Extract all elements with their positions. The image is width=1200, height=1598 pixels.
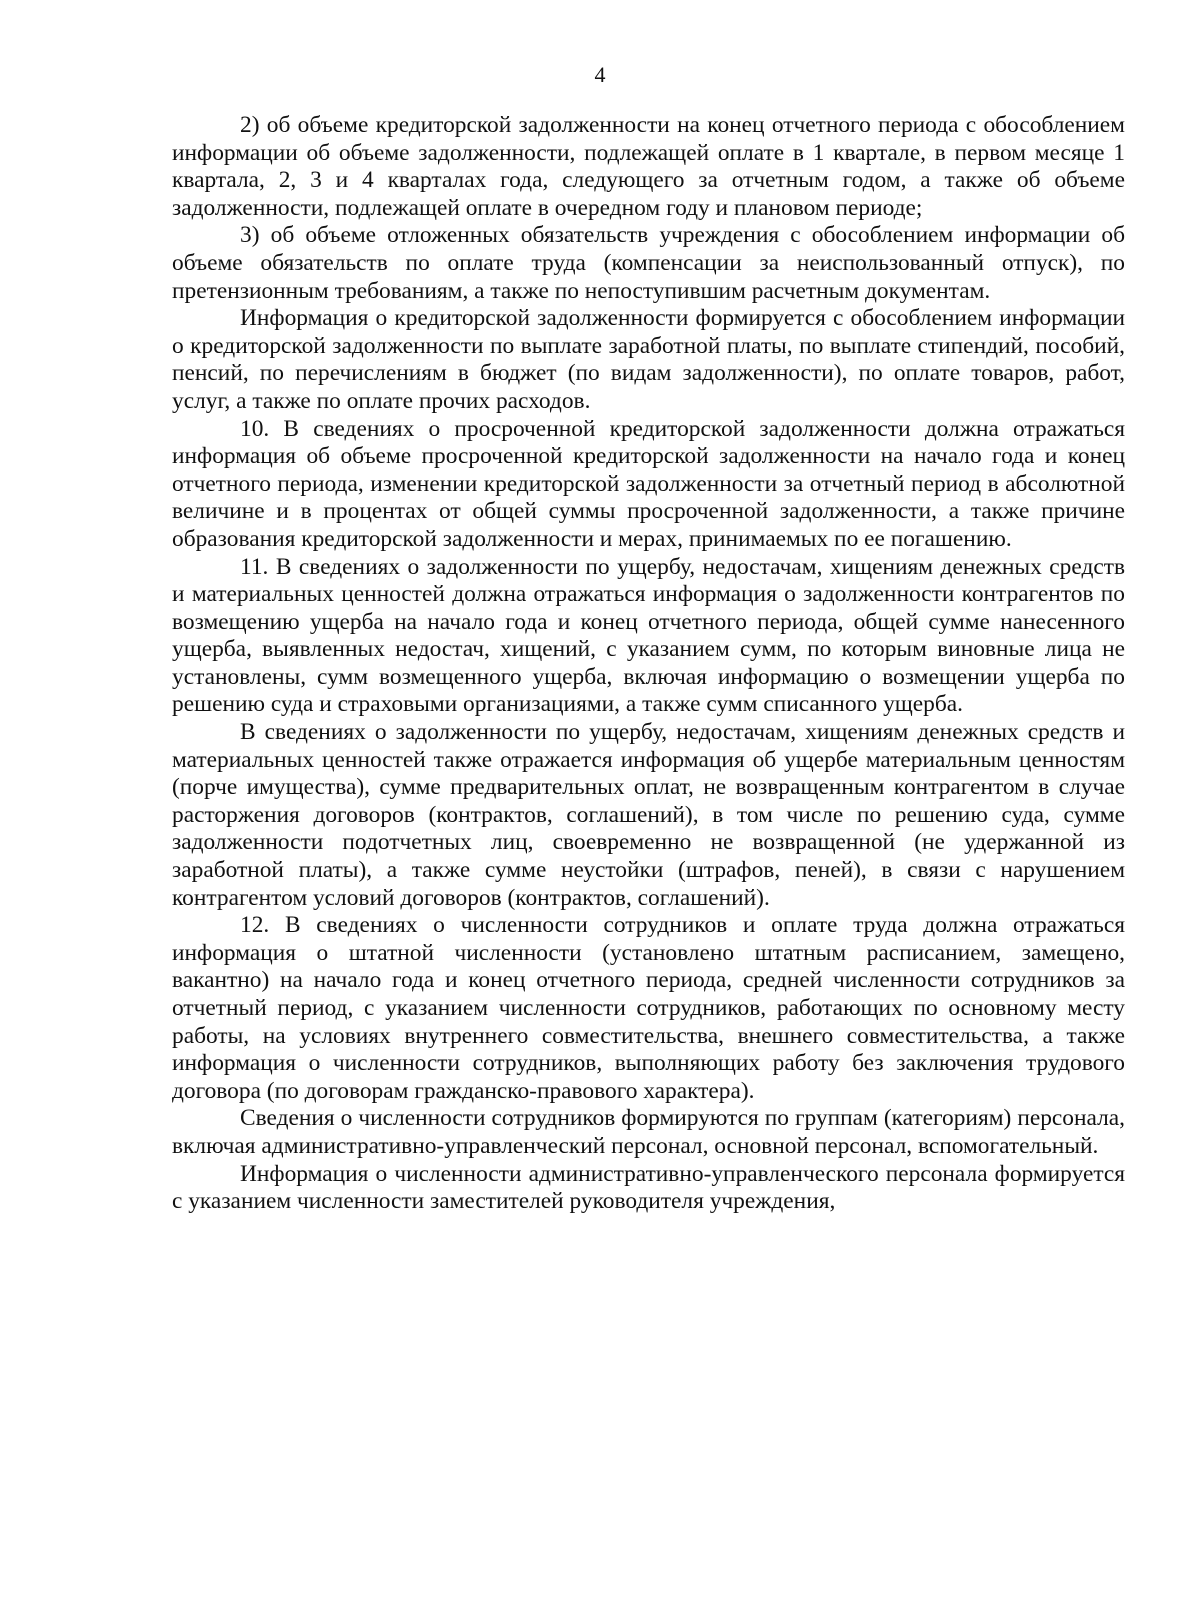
page-number: 4 <box>594 62 606 87</box>
paragraph-section-12: 12. В сведениях о численности сотрудников и оплате труда должна отражаться информация о штатной численности (установлено штатным расписанием, замещено, вакантно) на начало года и конец отчетного периода, средней численности сотрудников за отчетный период, с указанием численности сотрудников, работающих по основному месту работы, на условиях внутреннего совместительства, внешнего совместительства, а также информация о численности сотрудников, выполняющих работу без заключения трудового договора (по договорам гражданско-правового характера). <box>172 912 1125 1104</box>
paragraph-section-10: 10. В сведениях о просроченной кредиторской задолженности должна отражаться информация об объеме просроченной кредиторской задолженности на начало года и конец отчетного периода, изменении кредиторской задолженности за отчетный период в абсолютной величине и в процентах от общей суммы просроченной задолженности, а также причине образования кредиторской задолженности и мерах, принимаемых по ее погашению. <box>172 415 1125 552</box>
paragraph-creditor-info: Информация о кредиторской задолженности формируется с обособлением информации о кредиторской задолженности по выплате заработной платы, по выплате стипендий, пособий, пенсий, по перечислениям в бюджет (по видам задолженности), по оплате товаров, работ, услуг, а также по оплате прочих расходов. <box>172 305 1125 414</box>
paragraph-item-3: 3) об объеме отложенных обязательств учреждения с обособлением информации об объеме обязательств по оплате труда (компенсации за неиспользованный отпуск), по претензионным требованиям, а также по непоступившим расчетным документам. <box>172 222 1125 304</box>
paragraph-staff-groups: Сведения о численности сотрудников формируются по группам (категориям) персонала, включая административно-управленческий персонал, основной персонал, вспомогательный. <box>172 1105 1125 1159</box>
paragraph-item-2: 2) об объеме кредиторской задолженности на конец отчетного периода с обособлением информации об объеме задолженности, подлежащей оплате в 1 квартале, в первом месяце 1 квартала, 2, 3 и 4 кварталах года, следующего за отчетным годом, а также об объеме задолженности, подлежащей оплате в очередном году и плановом периоде; <box>172 112 1125 221</box>
document-body <box>172 112 1125 1216</box>
paragraph-section-11: 11. В сведениях о задолженности по ущербу, недостачам, хищениям денежных средств и материальных ценностей должна отражаться информация о задолженности контрагентов по возмещению ущерба на начало года и конец отчетного периода, общей сумме нанесенного ущерба, выявленных недостач, хищений, с указанием сумм, по которым виновные лица не установлены, сумм возмещенного ущерба, включая информацию о возмещении ущерба по решению суда и страховыми организациями, а также сумм списанного ущерба. <box>172 553 1125 718</box>
paragraph-damage-info: В сведениях о задолженности по ущербу, недостачам, хищениям денежных средств и материальных ценностей также отражается информация об ущербе материальным ценностям (порче имущества), сумме предварительных оплат, не возвращенным контрагентом в случае расторжения договоров (контрактов, соглашений), в том числе по решению суда, сумме задолженности подотчетных лиц, своевременно не возвращенной (не удержанной из заработной платы), а также сумме неустойки (штрафов, пеней), в связи с нарушением контрагентом условий договоров (контрактов, соглашений). <box>172 719 1125 911</box>
paragraph-admin-staff: Информация о численности административно-управленческого персонала формируется с указанием численности заместителей руководителя учреждения, <box>172 1160 1125 1215</box>
